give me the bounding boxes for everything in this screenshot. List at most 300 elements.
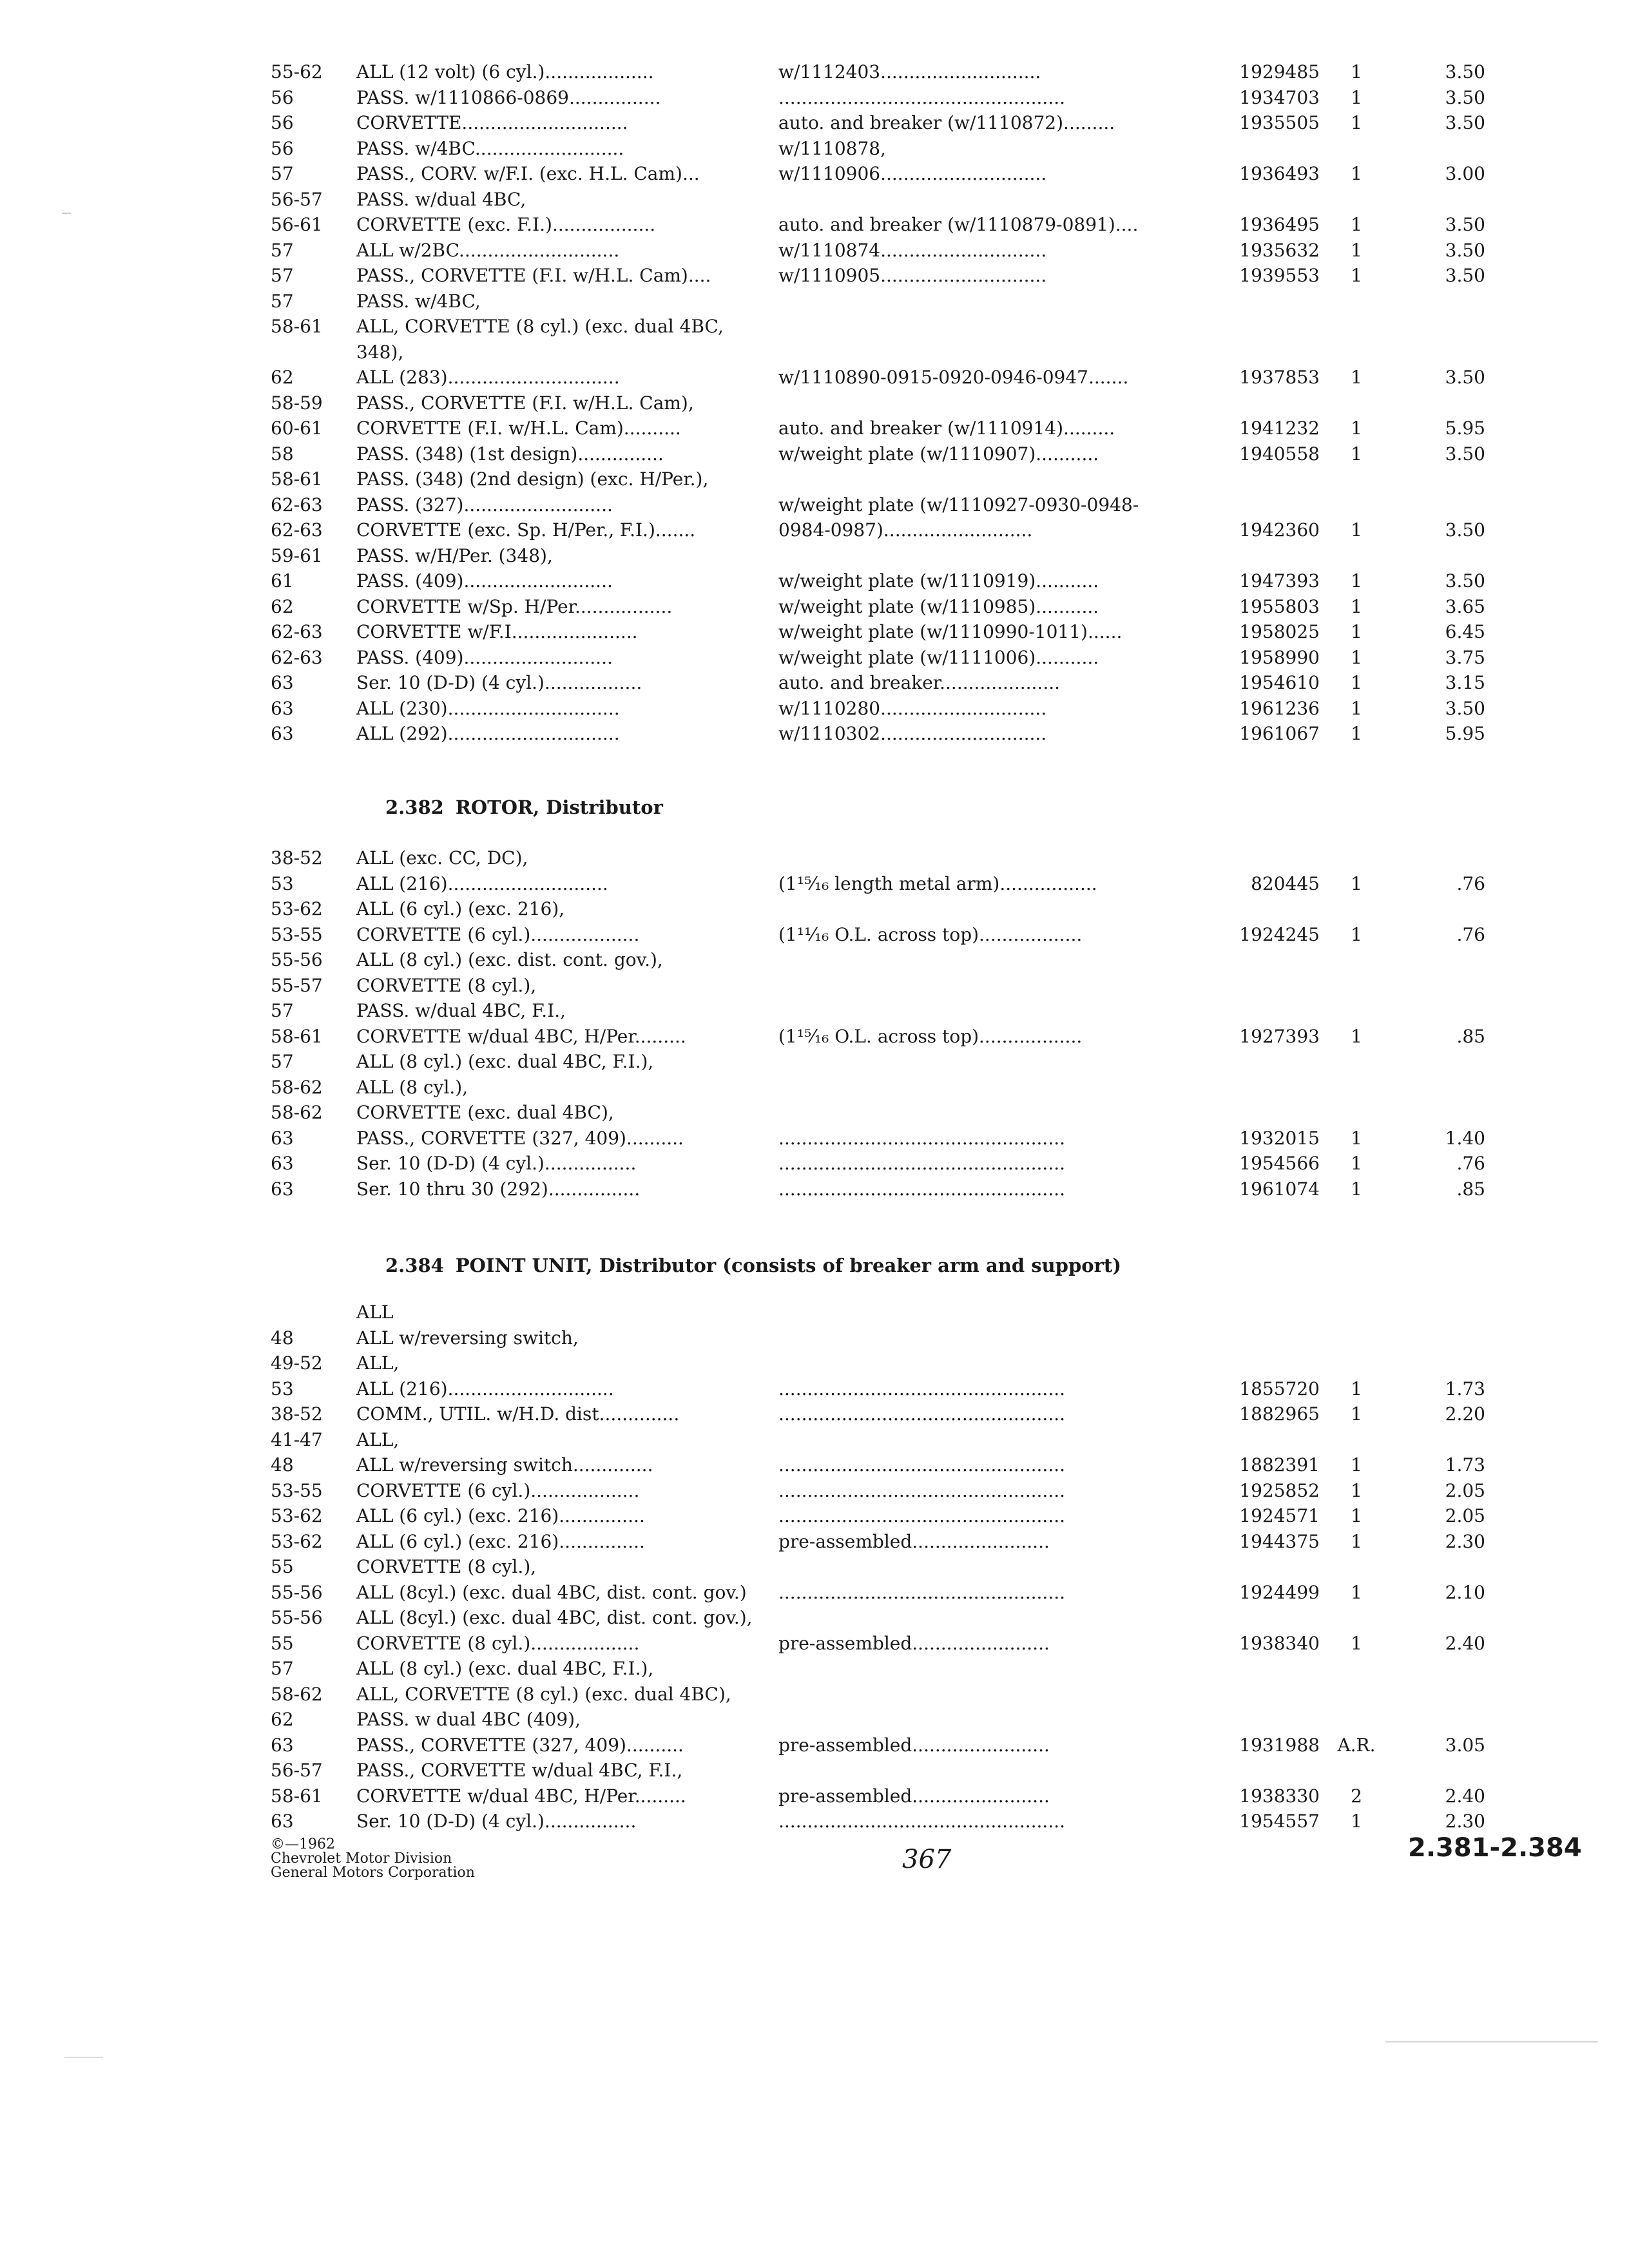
application-cell: PASS., CORVETTE (F.I. w/H.L. Cam), [356,392,694,414]
price-cell: 3.00 [1445,163,1485,184]
application-cell: CORVETTE (F.I. w/H.L. Cam).......... [356,418,681,439]
year-cell: 60-61 [271,418,323,439]
application-cell: ALL (283).............................. [356,367,620,388]
part-number-cell: 1936493 [1239,163,1320,184]
application-cell: PASS. (409).......................... [356,646,613,668]
application-cell: ALL (8 cyl.), [356,1076,468,1098]
part-number-cell: 1958025 [1239,621,1320,642]
part-number-cell: 1954610 [1239,672,1320,693]
year-cell: 63 [271,1127,294,1149]
table-row [0,85,1629,111]
year-cell: 62 [271,595,294,617]
year-cell: 53-55 [271,923,323,945]
part-number-cell: 1937853 [1239,367,1320,388]
part-number-cell: 1927393 [1239,1025,1320,1047]
table-row [0,1325,1629,1351]
year-cell: 63 [271,697,294,719]
note-cell: w/1110878, [778,137,887,159]
table-row [0,947,1629,973]
application-cell: ALL (216)............................ [356,872,608,894]
year-cell: 56 [271,86,294,108]
section-2382-title: ROTOR, Distributor [455,796,663,818]
year-cell: 57 [271,1658,294,1679]
part-number-cell: 1924571 [1239,1505,1320,1526]
footer-publisher [271,1838,475,1880]
part-number-cell: 1944375 [1239,1530,1320,1552]
application-cell: Ser. 10 (D-D) (4 cyl.)................ [356,1811,637,1832]
quantity-cell: 1 [1351,239,1362,261]
year-cell: 55-56 [271,949,323,970]
price-cell: 5.95 [1445,418,1485,439]
footer-corporation: General Motors Corporation [271,1865,475,1881]
year-cell: 48 [271,1327,294,1349]
table-row [0,1758,1629,1783]
year-cell: 56-61 [271,214,323,235]
table-row [0,1809,1629,1834]
year-cell: 58-59 [271,392,323,414]
price-cell: 3.50 [1445,367,1485,388]
year-cell: 58-61 [271,468,323,490]
application-cell: PASS. (348) (1st design)............... [356,443,664,465]
application-cell: ALL (8 cyl.) (exc. dual 4BC, F.I.), [356,1658,654,1679]
year-cell: 57 [271,1051,294,1072]
page-number: 367 [902,1845,952,1874]
part-number-cell: 1882391 [1239,1454,1320,1475]
year-cell: 62-63 [271,519,323,541]
note-cell: w/weight plate (w/1110985)........... [778,595,1099,617]
table-row [0,973,1629,999]
quantity-cell: 1 [1351,1505,1362,1526]
application-cell: PASS. w/dual 4BC, F.I., [356,1000,566,1021]
application-cell: PASS. w/1110866-0869................ [356,86,661,108]
scan-artifact [1385,2041,1598,2042]
table-row [0,59,1629,85]
table-row [0,492,1629,518]
quantity-cell: 1 [1351,621,1362,642]
year-cell: 53-62 [271,1530,323,1552]
table-row [0,1100,1629,1126]
note-cell: auto. and breaker (w/1110879-0891).... [778,214,1139,235]
price-cell: 5.95 [1445,723,1485,744]
part-number-cell: 1882965 [1239,1403,1320,1425]
application-cell: CORVETTE w/F.I...................... [356,621,638,642]
table-row [0,670,1629,696]
note-cell: .................................................. [778,1505,1066,1526]
table-row [0,696,1629,722]
quantity-cell: 1 [1351,61,1362,82]
table-row [0,568,1629,594]
section-2382-number: 2.382 [385,796,444,818]
table-row [0,619,1629,645]
year-cell: 56 [271,137,294,159]
part-number-cell: 1942360 [1239,519,1320,541]
table-row [0,161,1629,187]
quantity-cell: 1 [1351,418,1362,439]
year-cell: 57 [271,163,294,184]
year-cell: 49-52 [271,1352,323,1374]
note-cell: .................................................. [778,1479,1066,1501]
price-cell: 2.05 [1445,1505,1485,1526]
table-row [0,1656,1629,1682]
year-cell: 62 [271,1709,294,1730]
price-cell: 3.50 [1445,697,1485,719]
year-cell: 62-63 [271,621,323,642]
table-row [0,1024,1629,1050]
application-cell: PASS. (348) (2nd design) (exc. H/Per.), [356,468,709,490]
year-cell: 63 [271,723,294,744]
application-cell: CORVETTE (8 cyl.), [356,1556,537,1577]
part-number-cell: 1935632 [1239,239,1320,261]
price-cell: 3.50 [1445,265,1485,286]
quantity-cell: 1 [1351,1403,1362,1425]
year-cell: 62-63 [271,494,323,515]
price-cell: 2.30 [1445,1530,1485,1552]
table-row [0,896,1629,922]
quantity-cell: 1 [1351,1378,1362,1399]
quantity-cell: A.R. [1337,1734,1376,1756]
table-row [0,1478,1629,1504]
table-row [0,416,1629,441]
application-cell: ALL (8 cyl.) (exc. dual 4BC, F.I.), [356,1051,654,1072]
quantity-cell: 1 [1351,443,1362,465]
application-cell: ALL (292).............................. [356,723,620,744]
note-cell: (1¹⁵⁄₁₆ O.L. across top).................. [778,1025,1083,1047]
table-row [0,1707,1629,1733]
table-row [0,1529,1629,1555]
price-cell: 3.50 [1445,443,1485,465]
year-cell: 55-57 [271,974,323,996]
part-number-cell: 1924245 [1239,923,1320,945]
part-number-cell: 1961074 [1239,1178,1320,1200]
section-2384-heading [385,1254,1121,1276]
price-cell: 2.20 [1445,1403,1485,1425]
application-cell: ALL (8cyl.) (exc. dual 4BC, dist. cont. gov.) [356,1581,747,1603]
part-number-cell: 1961236 [1239,697,1320,719]
year-cell: 63 [271,1811,294,1832]
table-row [0,1300,1629,1325]
application-cell: PASS. (409).......................... [356,570,613,591]
note-cell: w/weight plate (w/1111006)........... [778,646,1099,668]
section-2384-list [0,1300,1629,1834]
section-2382-list [0,845,1629,1202]
table-row [0,645,1629,671]
application-cell: CORVETTE............................. [356,112,628,133]
part-number-cell: 1938340 [1239,1632,1320,1654]
section-2382-heading [385,796,663,818]
quantity-cell: 1 [1351,86,1362,108]
note-cell: w/1112403............................ [778,61,1041,82]
note-cell: (1¹¹⁄₁₆ O.L. across top).................. [778,923,1083,945]
year-cell: 58-62 [271,1102,323,1123]
note-cell: w/1110906............................. [778,163,1047,184]
part-number-cell: 1955803 [1239,595,1320,617]
table-row [0,1733,1629,1758]
quantity-cell: 1 [1351,595,1362,617]
application-cell: Ser. 10 (D-D) (4 cyl.)................. [356,672,642,693]
price-cell: .85 [1456,1025,1485,1047]
price-cell: 2.40 [1445,1632,1485,1654]
table-row [0,1682,1629,1707]
quantity-cell: 1 [1351,367,1362,388]
table-row [0,466,1629,492]
quantity-cell: 1 [1351,646,1362,668]
application-cell: ALL, [356,1352,400,1374]
application-cell: PASS. w/dual 4BC, [356,188,526,210]
quantity-cell: 1 [1351,1153,1362,1174]
table-row [0,1376,1629,1402]
quantity-cell: 1 [1351,570,1362,591]
part-number-cell: 1947393 [1239,570,1320,591]
part-number-cell: 1925852 [1239,1479,1320,1501]
table-row [0,1350,1629,1376]
quantity-cell: 1 [1351,265,1362,286]
note-cell: .................................................. [778,1378,1066,1399]
application-cell: ALL (8cyl.) (exc. dual 4BC, dist. cont. gov.), [356,1607,753,1628]
year-cell: 53 [271,872,294,894]
application-cell: ALL, CORVETTE (8 cyl.) (exc. dual 4BC, [356,316,724,337]
quantity-cell: 1 [1351,872,1362,894]
table-row [0,314,1629,340]
table-row [0,365,1629,390]
price-cell: 1.73 [1445,1454,1485,1475]
year-cell: 57 [271,290,294,312]
price-cell: 3.50 [1445,239,1485,261]
quantity-cell: 1 [1351,1530,1362,1552]
part-number-cell: 1855720 [1239,1378,1320,1399]
application-cell: CORVETTE (exc. Sp. H/Per., F.I.)....... [356,519,696,541]
part-number-cell: 820445 [1251,872,1320,894]
quantity-cell: 1 [1351,1178,1362,1200]
table-row [0,543,1629,569]
year-cell: 57 [271,1000,294,1021]
application-cell: PASS. w/H/Per. (348), [356,544,553,566]
application-cell: CORVETTE (8 cyl.), [356,974,537,996]
table-row [0,187,1629,213]
table-row [0,998,1629,1024]
table-row [0,1427,1629,1453]
section-range: 2.381-2.384 [1408,1833,1582,1863]
note-cell: w/1110280............................. [778,697,1047,719]
table-row [0,289,1629,314]
application-cell: CORVETTE w/Sp. H/Per................. [356,595,673,617]
year-cell: 56 [271,112,294,133]
price-cell: 3.50 [1445,214,1485,235]
application-cell: PASS., CORVETTE (327, 409).......... [356,1734,684,1756]
price-cell: 3.65 [1445,595,1485,617]
table-row [0,390,1629,416]
price-cell: 2.40 [1445,1785,1485,1807]
year-cell: 58-61 [271,1025,323,1047]
year-cell: 58-61 [271,1785,323,1807]
footer-division: Chevrolet Motor Division [271,1850,452,1867]
application-cell: CORVETTE (8 cyl.)................... [356,1632,640,1654]
application-cell: PASS., CORVETTE w/dual 4BC, F.I., [356,1760,683,1781]
part-number-cell: 1934703 [1239,86,1320,108]
quantity-cell: 1 [1351,1632,1362,1654]
part-number-cell: 1929485 [1239,61,1320,82]
application-cell: ALL (6 cyl.) (exc. 216)............... [356,1530,645,1552]
year-cell: 55-56 [271,1581,323,1603]
note-cell: auto. and breaker (w/1110914)......... [778,418,1115,439]
table-row [0,517,1629,543]
year-cell: 55-56 [271,1607,323,1628]
table-row [0,1177,1629,1202]
note-cell: .................................................. [778,86,1066,108]
year-cell: 63 [271,672,294,693]
year-cell: 53-62 [271,1505,323,1526]
application-cell: Ser. 10 thru 30 (292)................ [356,1178,641,1200]
note-cell: w/1110874............................. [778,239,1047,261]
application-cell: ALL, CORVETTE (8 cyl.) (exc. dual 4BC), [356,1683,731,1705]
table-row [0,340,1629,365]
part-number-cell: 1935505 [1239,112,1320,133]
application-cell: ALL w/2BC............................ [356,239,620,261]
year-cell: 63 [271,1734,294,1756]
quantity-cell: 1 [1351,1479,1362,1501]
quantity-cell: 1 [1351,1581,1362,1603]
price-cell: 3.05 [1445,1734,1485,1756]
year-cell: 57 [271,239,294,261]
price-cell: .76 [1456,923,1485,945]
note-cell: .................................................. [778,1178,1066,1200]
part-number-cell: 1954566 [1239,1153,1320,1174]
part-number-cell: 1954557 [1239,1811,1320,1832]
part-number-cell: 1924499 [1239,1581,1320,1603]
application-cell: 348), [356,341,404,363]
table-row [0,1126,1629,1151]
year-cell: 57 [271,265,294,286]
note-cell: .................................................. [778,1581,1066,1603]
year-cell: 48 [271,1454,294,1475]
year-cell: 55 [271,1632,294,1654]
quantity-cell: 2 [1351,1785,1362,1807]
quantity-cell: 1 [1351,1025,1362,1047]
price-cell: 6.45 [1445,621,1485,642]
note-cell: .................................................. [778,1454,1066,1475]
application-cell: PASS. w/4BC, [356,290,481,312]
note-cell: w/1110905............................. [778,265,1047,286]
table-row [0,1783,1629,1809]
year-cell: 53-55 [271,1479,323,1501]
part-number-cell: 1939553 [1239,265,1320,286]
price-cell: 3.50 [1445,61,1485,82]
price-cell: 2.05 [1445,1479,1485,1501]
note-cell: w/weight plate (w/1110927-0930-0948- [778,494,1139,515]
note-cell: .................................................. [778,1403,1066,1425]
year-cell: 62-63 [271,646,323,668]
table-row [0,110,1629,136]
table-row [0,1605,1629,1631]
price-cell: .76 [1456,872,1485,894]
footer-copyright: ©—1962 [271,1836,335,1852]
note-cell: 0984-0987).......................... [778,519,1033,541]
year-cell: 58-62 [271,1076,323,1098]
note-cell: (1¹⁵⁄₁₆ length metal arm)................. [778,872,1097,894]
application-cell: ALL (12 volt) (6 cyl.)................... [356,61,654,82]
quantity-cell: 1 [1351,163,1362,184]
note-cell: pre-assembled........................ [778,1530,1050,1552]
price-cell: .76 [1456,1153,1485,1174]
price-cell: 3.50 [1445,86,1485,108]
price-cell: 2.10 [1445,1581,1485,1603]
price-cell: 3.50 [1445,112,1485,133]
note-cell: pre-assembled........................ [778,1785,1050,1807]
year-cell: 58-61 [271,316,323,337]
application-cell: PASS. w dual 4BC (409), [356,1709,581,1730]
part-number-cell: 1961067 [1239,723,1320,744]
application-cell: ALL w/reversing switch, [356,1327,579,1349]
year-cell: 58-62 [271,1683,323,1705]
application-cell: CORVETTE (exc. F.I.).................. [356,214,656,235]
quantity-cell: 1 [1351,112,1362,133]
scan-artifact [64,2057,103,2058]
application-cell: ALL w/reversing switch.............. [356,1454,653,1475]
note-cell: pre-assembled........................ [778,1632,1050,1654]
note-cell: w/weight plate (w/1110990-1011)...... [778,621,1123,642]
note-cell: w/1110302............................. [778,723,1047,744]
quantity-cell: 1 [1351,1811,1362,1832]
year-cell: 41-47 [271,1428,323,1450]
price-cell: 3.15 [1445,672,1485,693]
table-row [0,721,1629,747]
table-row [0,136,1629,162]
year-cell: 63 [271,1153,294,1174]
application-cell: PASS. w/4BC.......................... [356,137,624,159]
application-cell: ALL (216)............................. [356,1378,614,1399]
year-cell: 38-52 [271,847,323,869]
note-cell: w/weight plate (w/1110919)........... [778,570,1099,591]
section-2384-title: POINT UNIT, Distributor (consists of breaker arm and support) [455,1254,1121,1276]
quantity-cell: 1 [1351,1127,1362,1149]
part-number-cell: 1940558 [1239,443,1320,465]
application-cell: PASS., CORV. w/F.I. (exc. H.L. Cam)... [356,163,700,184]
application-cell: ALL (8 cyl.) (exc. dist. cont. gov.), [356,949,663,970]
quantity-cell: 1 [1351,923,1362,945]
price-cell: 3.50 [1445,519,1485,541]
application-cell: ALL (exc. CC, DC), [356,847,528,869]
table-row [0,1554,1629,1580]
table-row [0,922,1629,948]
application-cell: CORVETTE w/dual 4BC, H/Per......... [356,1785,686,1807]
price-cell: .85 [1456,1178,1485,1200]
price-cell: 1.40 [1445,1127,1485,1149]
application-cell: CORVETTE (6 cyl.)................... [356,923,640,945]
price-cell: 3.50 [1445,570,1485,591]
table-row [0,1075,1629,1100]
year-cell: 53-62 [271,898,323,919]
note-cell: auto. and breaker..................... [778,672,1061,693]
table-row [0,1631,1629,1657]
part-number-cell: 1941232 [1239,418,1320,439]
quantity-cell: 1 [1351,697,1362,719]
table-row [0,1401,1629,1427]
table-row [0,1580,1629,1606]
year-cell: 59-61 [271,544,323,566]
note-cell: .................................................. [778,1127,1066,1149]
table-row [0,1452,1629,1478]
year-cell: 53 [271,1378,294,1399]
part-number-cell: 1958990 [1239,646,1320,668]
year-cell: 63 [271,1178,294,1200]
section-2384-number: 2.384 [385,1254,444,1276]
table-row [0,1503,1629,1529]
table-row [0,871,1629,897]
application-cell: CORVETTE (6 cyl.)................... [356,1479,640,1501]
quantity-cell: 1 [1351,1454,1362,1475]
quantity-cell: 1 [1351,723,1362,744]
quantity-cell: 1 [1351,672,1362,693]
application-cell: ALL (6 cyl.) (exc. 216), [356,898,565,919]
